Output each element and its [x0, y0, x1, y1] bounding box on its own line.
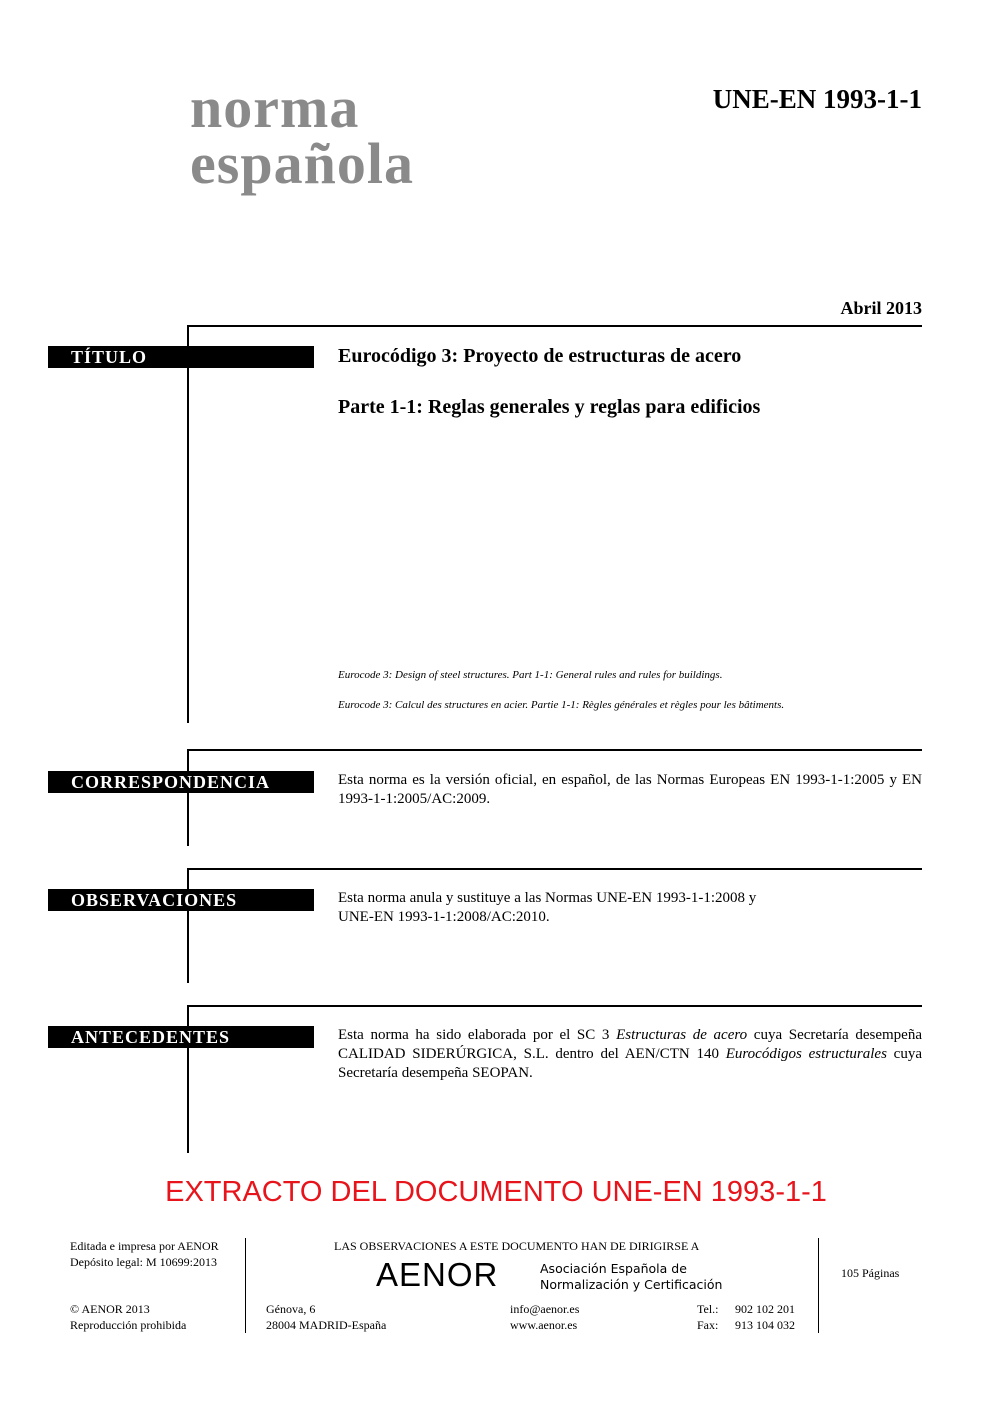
title-english: Eurocode 3: Design of steel structures. Part 1-1: General rules and rules for buildings. [338, 669, 723, 681]
title-line2: Parte 1-1: Reglas generales y reglas para edificios [338, 396, 761, 418]
label-observaciones: OBSERVACIONES [48, 889, 314, 911]
footer-observations-note: LAS OBSERVACIONES A ESTE DOCUMENTO HAN DE DIRIGIRSE A [334, 1239, 700, 1253]
title-french: Eurocode 3: Calcul des structures en acier. Partie 1-1: Règles générales et règles pour les bâtiments. [338, 699, 785, 711]
footer-legal-deposit: Depósito legal: M 10699:2013 [70, 1255, 217, 1269]
divider-correspondencia [187, 749, 922, 751]
antecedentes-sc3-name: Estructuras de acero [616, 1027, 748, 1043]
brand-line2: española [190, 131, 414, 196]
label-antecedentes: ANTECEDENTES [48, 1026, 314, 1048]
footer-fax: 913 104 032 [735, 1318, 795, 1332]
brand-line1: norma [190, 75, 360, 140]
extract-banner: EXTRACTO DEL DOCUMENTO UNE-EN 1993-1-1 [165, 1176, 827, 1208]
label-titulo: TÍTULO [48, 346, 314, 368]
footer-divider-left [245, 1238, 246, 1333]
observaciones-text [338, 889, 922, 927]
footer-reproduction: Reproducción prohibida [70, 1318, 187, 1332]
vertical-rule-observaciones [187, 868, 189, 983]
footer-phone-labels [697, 1301, 719, 1333]
footer-phone-numbers [735, 1301, 795, 1333]
footer-address [266, 1301, 386, 1333]
assoc-line1: Asociación Española de [540, 1261, 687, 1276]
divider-antecedentes [187, 1005, 922, 1007]
observaciones-line2: UNE-EN 1993-1-1:2008/AC:2010. [338, 909, 550, 925]
antecedentes-text [338, 1026, 922, 1083]
footer-city: 28004 MADRID-España [266, 1318, 387, 1332]
antecedentes-ctn-name: Eurocódigos estructurales [725, 1046, 887, 1062]
standard-code: UNE-EN 1993-1-1 [712, 84, 922, 114]
antecedentes-part-a: Esta norma ha sido elaborada por el SC 3 [338, 1027, 617, 1043]
footer-contact-online [510, 1301, 579, 1333]
footer-copyright: © AENOR 2013 [70, 1302, 150, 1316]
publication-date: Abril 2013 [840, 298, 922, 318]
aenor-association-name [540, 1261, 722, 1293]
vertical-rule-correspondencia [187, 749, 189, 846]
footer-edited: Editada e impresa por AENOR [70, 1239, 219, 1253]
footer-divider-right [818, 1238, 819, 1333]
footer-tel-label: Tel.: [697, 1302, 719, 1316]
divider-titulo [187, 325, 922, 327]
footer-tel: 902 102 201 [735, 1302, 795, 1316]
footer-page-count: 105 Páginas [841, 1266, 900, 1280]
footer-edition [70, 1238, 219, 1270]
vertical-rule-titulo [187, 325, 189, 723]
label-correspondencia: CORRESPONDENCIA [48, 771, 314, 793]
divider-observaciones [187, 868, 922, 870]
aenor-logo: AENOR [376, 1256, 499, 1293]
antecedentes-part-c: cuya Secretaría desempeña CALIDAD SIDERÚRGICA, S.L. dentro del AEN/CTN 140 [338, 1027, 922, 1062]
footer-street: Génova, 6 [266, 1302, 316, 1316]
assoc-line2: Normalización y Certificación [540, 1277, 723, 1292]
title-line1: Eurocódigo 3: Proyecto de estructuras de acero [338, 345, 742, 367]
brand-title [190, 75, 414, 196]
observaciones-line1: Esta norma anula y sustituye a las Normas UNE-EN 1993-1-1:2008 y [338, 890, 757, 906]
footer-fax-label: Fax: [697, 1318, 719, 1332]
footer-email[interactable]: info@aenor.es [510, 1302, 580, 1316]
antecedentes-part-e: cuya Secretaría desempeña SEOPAN. [338, 1046, 922, 1081]
footer-web[interactable]: www.aenor.es [510, 1318, 578, 1332]
correspondencia-text: Esta norma es la versión oficial, en español, de las Normas Europeas EN 1993-1-1:2005 y EN 1993-1-1:2005/AC:2009. [338, 772, 922, 807]
footer-rights [70, 1301, 186, 1333]
